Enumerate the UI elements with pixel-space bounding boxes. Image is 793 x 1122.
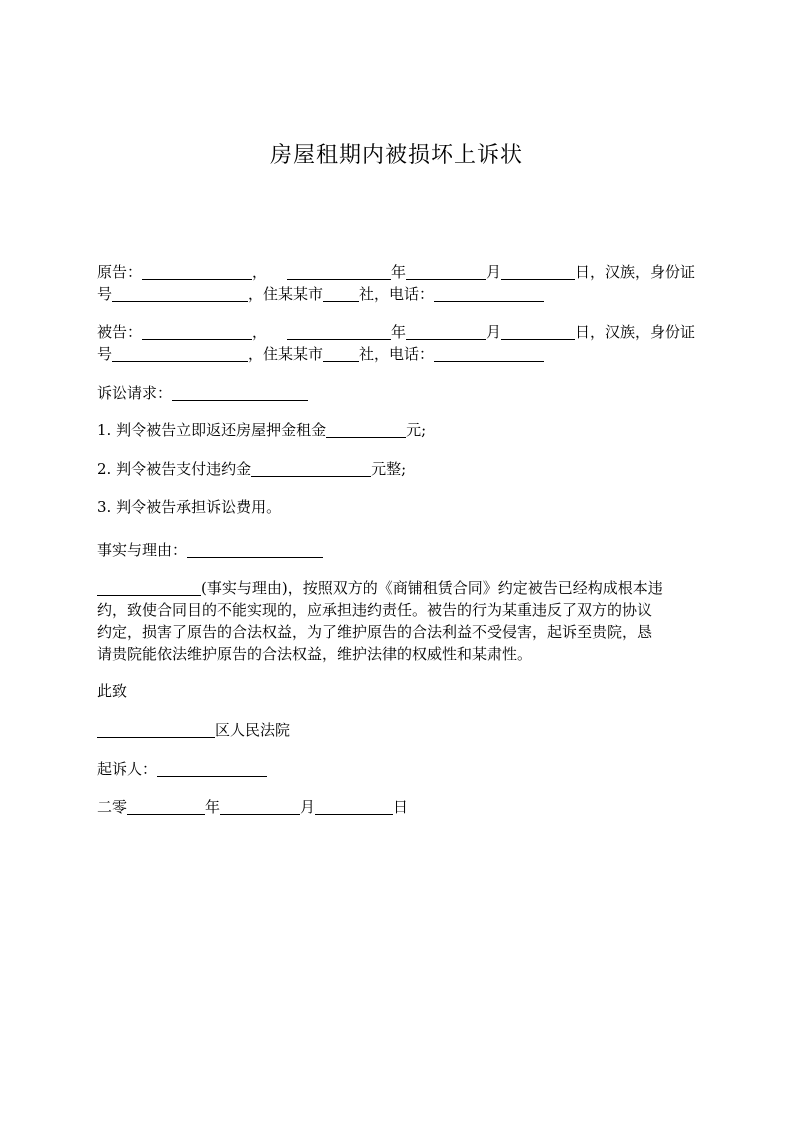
day-ethnicity-id-label: 日，汉族，身份证 [574,263,695,281]
plaintiff-birth-month-blank[interactable] [501,263,575,280]
facts-paragraph-line [97,578,663,598]
defendant-line-2 [97,344,544,364]
plaintiff-signature-line [97,759,267,779]
date-month-label: 月 [300,798,316,816]
claim-item [97,420,426,440]
id-suffix-label: 号 [97,345,113,363]
facts-heading [97,540,323,560]
plaintiff-address-blank[interactable] [323,285,359,302]
claims-label: 诉讼请求： [97,384,173,402]
claim-2-text: 2. 判令被告支付违约金 [97,460,252,478]
plaintiff-phone-blank[interactable] [434,285,544,302]
court-suffix: 区人民法院 [215,721,291,739]
court-name-blank[interactable] [97,721,215,738]
plaintiff-gender-blank[interactable] [287,263,391,280]
comma: ， [252,263,268,281]
defendant-label: 被告： [97,323,143,341]
defendant-birth-month-blank[interactable] [501,323,575,340]
plaintiff-id-blank[interactable] [112,285,248,302]
month-label: 月 [485,323,501,341]
defendant-phone-blank[interactable] [434,345,544,362]
deposit-amount-blank[interactable] [326,421,406,438]
salutation: 此致 [97,682,128,700]
defendant-address-blank[interactable] [323,345,359,362]
facts-line-2: 约，致使合同目的不能实现的，应承担违约责任。被告的行为某重违反了双方的协议 [97,601,653,619]
comma: ， [252,323,268,341]
facts-line-3: 约定，损害了原告的合法权益，为了维护原告的合法利益不受侵害，起诉至贵院，恳 [97,623,653,641]
year-label: 年 [390,323,406,341]
facts-blank[interactable] [187,541,323,558]
penalty-amount-blank[interactable] [251,460,371,477]
facts-lead-blank[interactable] [97,579,201,596]
plaintiff-line-1 [97,262,695,282]
day-ethnicity-id-label: 日，汉族，身份证 [574,323,695,341]
phone-label: 社，电话： [359,345,435,363]
court-line [97,720,290,740]
claim-2-suffix: 元整; [371,460,407,478]
date-month-blank[interactable] [220,798,300,815]
address-label: ，住某某市 [248,345,324,363]
date-day-blank[interactable] [315,798,393,815]
facts-line-1: (事实与理由)，按照双方的《商铺租赁合同》约定被告已经构成根本违 [201,579,663,597]
claim-3-text: 3. 判令被告承担诉讼费用。 [97,498,282,516]
claim-item [97,497,281,517]
claim-item [97,459,406,479]
document-title: 房屋租期内被损坏上诉状 [269,143,523,168]
plaintiff-signature-blank[interactable] [157,760,267,777]
date-year-label: 年 [205,798,221,816]
facts-label: 事实与理由： [97,541,188,559]
facts-paragraph-line [97,622,652,642]
facts-paragraph-line [97,644,532,664]
phone-label: 社，电话： [359,285,435,303]
claim-1-text: 1. 判令被告立即返还房屋押金租金 [97,421,327,439]
defendant-birth-year-blank[interactable] [406,323,486,340]
date-line [97,797,408,817]
month-label: 月 [485,263,501,281]
plaintiff-birth-year-blank[interactable] [406,263,486,280]
claim-1-suffix: 元; [406,421,427,439]
year-label: 年 [390,263,406,281]
facts-paragraph-line [97,600,652,620]
id-suffix-label: 号 [97,285,113,303]
claims-blank[interactable] [172,384,308,401]
defendant-id-blank[interactable] [112,345,248,362]
claims-heading [97,383,308,403]
date-day-label: 日 [393,798,409,816]
address-label: ，住某某市 [248,285,324,303]
plaintiff-label: 原告： [97,263,143,281]
defendant-gender-blank[interactable] [287,323,391,340]
defendant-name-blank[interactable] [142,323,252,340]
date-prefix: 二零 [97,798,128,816]
date-year-blank[interactable] [127,798,205,815]
facts-line-4: 请贵院能依法维护原告的合法权益，维护法律的权威性和某肃性。 [97,645,533,663]
plaintiff-line-2 [97,284,544,304]
plaintiff-sign-label: 起诉人： [97,760,158,778]
plaintiff-name-blank[interactable] [142,263,252,280]
defendant-line-1 [97,322,695,342]
